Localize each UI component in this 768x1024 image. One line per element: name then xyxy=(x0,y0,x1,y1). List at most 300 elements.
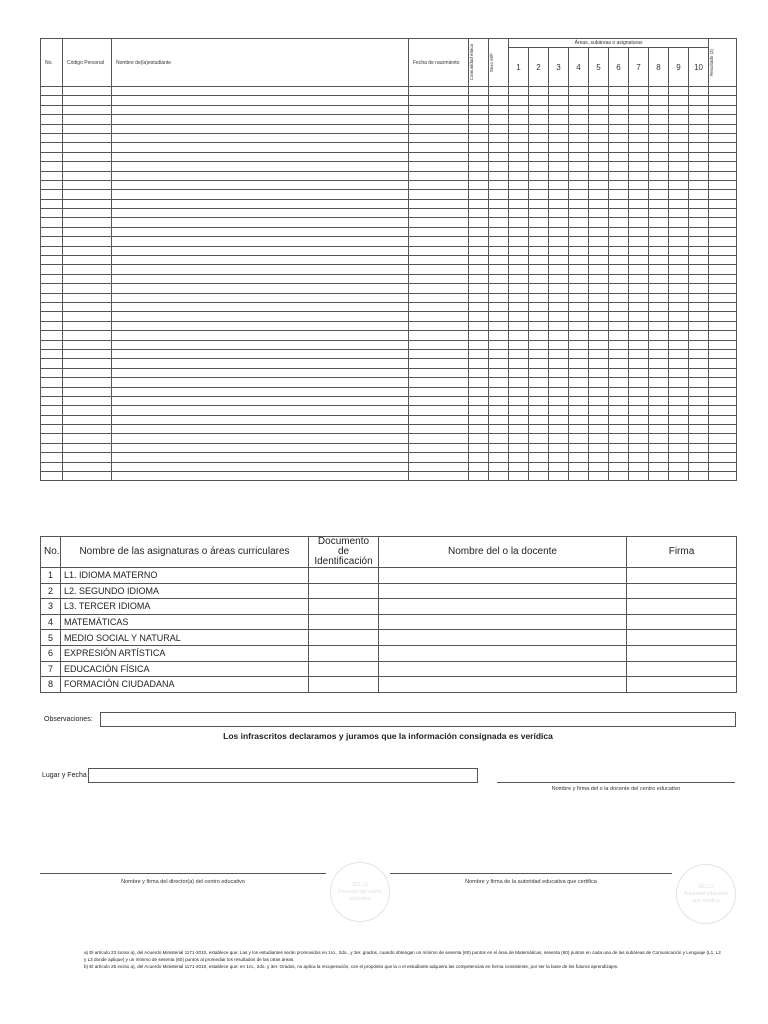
student-cell[interactable] xyxy=(669,227,689,236)
student-cell[interactable] xyxy=(112,199,409,208)
student-cell[interactable] xyxy=(669,87,689,96)
student-cell[interactable] xyxy=(489,302,509,311)
student-cell[interactable] xyxy=(669,143,689,152)
student-cell[interactable] xyxy=(112,190,409,199)
student-cell[interactable] xyxy=(41,227,63,236)
student-cell[interactable] xyxy=(589,378,609,387)
student-cell[interactable] xyxy=(489,124,509,133)
student-cell[interactable] xyxy=(629,472,649,481)
student-cell[interactable] xyxy=(469,302,489,311)
student-cell[interactable] xyxy=(112,143,409,152)
student-cell[interactable] xyxy=(649,246,669,255)
student-cell[interactable] xyxy=(609,162,629,171)
student-cell[interactable] xyxy=(669,105,689,114)
student-cell[interactable] xyxy=(469,218,489,227)
student-cell[interactable] xyxy=(409,321,469,330)
student-cell[interactable] xyxy=(41,368,63,377)
student-cell[interactable] xyxy=(549,237,569,246)
student-cell[interactable] xyxy=(509,396,529,405)
student-cell[interactable] xyxy=(489,218,509,227)
student-cell[interactable] xyxy=(569,96,589,105)
student-cell[interactable] xyxy=(529,396,549,405)
student-cell[interactable] xyxy=(41,209,63,218)
student-cell[interactable] xyxy=(112,237,409,246)
signature-cell[interactable] xyxy=(627,630,737,646)
student-cell[interactable] xyxy=(469,96,489,105)
student-cell[interactable] xyxy=(409,340,469,349)
student-cell[interactable] xyxy=(409,396,469,405)
student-cell[interactable] xyxy=(529,115,549,124)
student-cell[interactable] xyxy=(629,368,649,377)
student-cell[interactable] xyxy=(63,378,112,387)
student-cell[interactable] xyxy=(709,472,737,481)
student-cell[interactable] xyxy=(509,143,529,152)
student-cell[interactable] xyxy=(689,453,709,462)
student-cell[interactable] xyxy=(409,180,469,189)
student-cell[interactable] xyxy=(469,246,489,255)
student-cell[interactable] xyxy=(409,87,469,96)
student-cell[interactable] xyxy=(489,171,509,180)
student-cell[interactable] xyxy=(489,378,509,387)
student-cell[interactable] xyxy=(489,115,509,124)
student-cell[interactable] xyxy=(569,302,589,311)
student-cell[interactable] xyxy=(669,434,689,443)
student-cell[interactable] xyxy=(549,171,569,180)
student-cell[interactable] xyxy=(669,368,689,377)
student-cell[interactable] xyxy=(63,190,112,199)
student-cell[interactable] xyxy=(609,115,629,124)
student-cell[interactable] xyxy=(689,105,709,114)
student-cell[interactable] xyxy=(63,472,112,481)
student-cell[interactable] xyxy=(63,162,112,171)
student-cell[interactable] xyxy=(409,265,469,274)
student-cell[interactable] xyxy=(489,143,509,152)
student-cell[interactable] xyxy=(41,199,63,208)
student-cell[interactable] xyxy=(689,349,709,358)
place-date-field[interactable] xyxy=(88,768,478,783)
student-cell[interactable] xyxy=(589,152,609,161)
student-cell[interactable] xyxy=(589,472,609,481)
student-cell[interactable] xyxy=(629,349,649,358)
authority-signature-line[interactable] xyxy=(390,873,672,874)
student-cell[interactable] xyxy=(569,340,589,349)
student-cell[interactable] xyxy=(529,133,549,142)
student-cell[interactable] xyxy=(529,96,549,105)
student-cell[interactable] xyxy=(529,331,549,340)
student-cell[interactable] xyxy=(409,246,469,255)
student-cell[interactable] xyxy=(569,387,589,396)
student-cell[interactable] xyxy=(669,396,689,405)
student-cell[interactable] xyxy=(489,180,509,189)
student-cell[interactable] xyxy=(709,171,737,180)
student-cell[interactable] xyxy=(529,256,549,265)
student-cell[interactable] xyxy=(112,256,409,265)
student-cell[interactable] xyxy=(569,124,589,133)
student-cell[interactable] xyxy=(63,321,112,330)
student-cell[interactable] xyxy=(529,227,549,236)
student-cell[interactable] xyxy=(549,246,569,255)
student-cell[interactable] xyxy=(669,96,689,105)
student-cell[interactable] xyxy=(569,434,589,443)
student-cell[interactable] xyxy=(63,359,112,368)
student-cell[interactable] xyxy=(469,256,489,265)
student-cell[interactable] xyxy=(649,378,669,387)
student-cell[interactable] xyxy=(112,321,409,330)
student-cell[interactable] xyxy=(549,293,569,302)
student-cell[interactable] xyxy=(409,152,469,161)
student-cell[interactable] xyxy=(529,349,549,358)
student-cell[interactable] xyxy=(569,152,589,161)
student-cell[interactable] xyxy=(549,302,569,311)
student-cell[interactable] xyxy=(669,302,689,311)
student-cell[interactable] xyxy=(609,359,629,368)
student-cell[interactable] xyxy=(529,274,549,283)
student-cell[interactable] xyxy=(469,133,489,142)
student-cell[interactable] xyxy=(409,368,469,377)
student-cell[interactable] xyxy=(529,425,549,434)
student-cell[interactable] xyxy=(41,190,63,199)
student-cell[interactable] xyxy=(669,349,689,358)
student-cell[interactable] xyxy=(689,115,709,124)
student-cell[interactable] xyxy=(709,349,737,358)
student-cell[interactable] xyxy=(609,378,629,387)
student-cell[interactable] xyxy=(469,331,489,340)
student-cell[interactable] xyxy=(649,349,669,358)
student-cell[interactable] xyxy=(629,302,649,311)
student-cell[interactable] xyxy=(589,143,609,152)
student-cell[interactable] xyxy=(112,105,409,114)
student-cell[interactable] xyxy=(569,227,589,236)
student-cell[interactable] xyxy=(529,209,549,218)
student-cell[interactable] xyxy=(589,124,609,133)
signature-cell[interactable] xyxy=(627,661,737,677)
student-cell[interactable] xyxy=(709,425,737,434)
student-cell[interactable] xyxy=(63,443,112,452)
student-cell[interactable] xyxy=(63,396,112,405)
student-cell[interactable] xyxy=(589,218,609,227)
student-cell[interactable] xyxy=(489,443,509,452)
student-cell[interactable] xyxy=(609,87,629,96)
student-cell[interactable] xyxy=(112,406,409,415)
student-cell[interactable] xyxy=(469,387,489,396)
student-cell[interactable] xyxy=(669,152,689,161)
student-cell[interactable] xyxy=(549,472,569,481)
student-cell[interactable] xyxy=(689,321,709,330)
student-cell[interactable] xyxy=(709,199,737,208)
student-cell[interactable] xyxy=(41,472,63,481)
student-cell[interactable] xyxy=(41,321,63,330)
student-cell[interactable] xyxy=(112,359,409,368)
student-cell[interactable] xyxy=(669,124,689,133)
student-cell[interactable] xyxy=(529,190,549,199)
student-cell[interactable] xyxy=(409,462,469,471)
student-cell[interactable] xyxy=(669,115,689,124)
student-cell[interactable] xyxy=(63,284,112,293)
student-cell[interactable] xyxy=(509,443,529,452)
student-cell[interactable] xyxy=(409,199,469,208)
student-cell[interactable] xyxy=(709,115,737,124)
student-cell[interactable] xyxy=(41,171,63,180)
student-cell[interactable] xyxy=(589,462,609,471)
student-cell[interactable] xyxy=(649,368,669,377)
student-cell[interactable] xyxy=(63,340,112,349)
signature-cell[interactable] xyxy=(627,599,737,615)
student-cell[interactable] xyxy=(629,237,649,246)
student-cell[interactable] xyxy=(709,124,737,133)
student-cell[interactable] xyxy=(509,133,529,142)
student-cell[interactable] xyxy=(509,274,529,283)
student-cell[interactable] xyxy=(649,453,669,462)
student-cell[interactable] xyxy=(409,359,469,368)
teacher-name-cell[interactable] xyxy=(379,583,627,599)
student-cell[interactable] xyxy=(112,415,409,424)
student-cell[interactable] xyxy=(569,368,589,377)
student-cell[interactable] xyxy=(509,406,529,415)
student-cell[interactable] xyxy=(509,293,529,302)
student-cell[interactable] xyxy=(629,396,649,405)
student-cell[interactable] xyxy=(649,359,669,368)
student-cell[interactable] xyxy=(589,425,609,434)
student-cell[interactable] xyxy=(689,396,709,405)
student-cell[interactable] xyxy=(112,368,409,377)
student-cell[interactable] xyxy=(629,227,649,236)
student-cell[interactable] xyxy=(529,293,549,302)
student-cell[interactable] xyxy=(669,246,689,255)
student-cell[interactable] xyxy=(629,256,649,265)
student-cell[interactable] xyxy=(589,368,609,377)
student-cell[interactable] xyxy=(469,152,489,161)
student-cell[interactable] xyxy=(609,256,629,265)
student-cell[interactable] xyxy=(529,180,549,189)
student-cell[interactable] xyxy=(509,199,529,208)
student-cell[interactable] xyxy=(409,171,469,180)
student-cell[interactable] xyxy=(41,162,63,171)
student-cell[interactable] xyxy=(649,331,669,340)
student-cell[interactable] xyxy=(63,331,112,340)
student-cell[interactable] xyxy=(41,406,63,415)
signature-cell[interactable] xyxy=(627,583,737,599)
student-cell[interactable] xyxy=(649,274,669,283)
student-cell[interactable] xyxy=(63,312,112,321)
student-cell[interactable] xyxy=(669,415,689,424)
student-cell[interactable] xyxy=(569,87,589,96)
student-cell[interactable] xyxy=(649,143,669,152)
student-cell[interactable] xyxy=(549,274,569,283)
student-cell[interactable] xyxy=(569,453,589,462)
student-cell[interactable] xyxy=(569,246,589,255)
student-cell[interactable] xyxy=(629,265,649,274)
student-cell[interactable] xyxy=(629,312,649,321)
student-cell[interactable] xyxy=(112,133,409,142)
student-cell[interactable] xyxy=(669,321,689,330)
student-cell[interactable] xyxy=(509,284,529,293)
student-cell[interactable] xyxy=(409,256,469,265)
student-cell[interactable] xyxy=(669,265,689,274)
student-cell[interactable] xyxy=(689,462,709,471)
student-cell[interactable] xyxy=(569,265,589,274)
student-cell[interactable] xyxy=(689,368,709,377)
student-cell[interactable] xyxy=(649,218,669,227)
student-cell[interactable] xyxy=(669,472,689,481)
student-cell[interactable] xyxy=(549,312,569,321)
student-cell[interactable] xyxy=(669,133,689,142)
student-cell[interactable] xyxy=(489,359,509,368)
student-cell[interactable] xyxy=(409,274,469,283)
student-cell[interactable] xyxy=(509,359,529,368)
student-cell[interactable] xyxy=(589,246,609,255)
student-cell[interactable] xyxy=(41,302,63,311)
student-cell[interactable] xyxy=(41,124,63,133)
student-cell[interactable] xyxy=(649,152,669,161)
student-cell[interactable] xyxy=(569,105,589,114)
student-cell[interactable] xyxy=(112,340,409,349)
student-cell[interactable] xyxy=(609,462,629,471)
student-cell[interactable] xyxy=(649,209,669,218)
student-cell[interactable] xyxy=(549,443,569,452)
student-cell[interactable] xyxy=(489,105,509,114)
student-cell[interactable] xyxy=(409,124,469,133)
student-cell[interactable] xyxy=(469,293,489,302)
student-cell[interactable] xyxy=(549,227,569,236)
student-cell[interactable] xyxy=(669,359,689,368)
student-cell[interactable] xyxy=(589,284,609,293)
student-cell[interactable] xyxy=(549,265,569,274)
student-cell[interactable] xyxy=(469,396,489,405)
student-cell[interactable] xyxy=(112,472,409,481)
student-cell[interactable] xyxy=(589,162,609,171)
student-cell[interactable] xyxy=(629,105,649,114)
student-cell[interactable] xyxy=(489,199,509,208)
student-cell[interactable] xyxy=(689,406,709,415)
student-cell[interactable] xyxy=(529,284,549,293)
student-cell[interactable] xyxy=(63,171,112,180)
student-cell[interactable] xyxy=(409,115,469,124)
student-cell[interactable] xyxy=(509,302,529,311)
student-cell[interactable] xyxy=(409,133,469,142)
student-cell[interactable] xyxy=(609,406,629,415)
student-cell[interactable] xyxy=(689,284,709,293)
student-cell[interactable] xyxy=(629,453,649,462)
student-cell[interactable] xyxy=(709,387,737,396)
student-cell[interactable] xyxy=(63,293,112,302)
student-cell[interactable] xyxy=(469,265,489,274)
student-cell[interactable] xyxy=(409,293,469,302)
student-cell[interactable] xyxy=(649,115,669,124)
signature-cell[interactable] xyxy=(627,645,737,661)
student-cell[interactable] xyxy=(509,349,529,358)
student-cell[interactable] xyxy=(509,378,529,387)
student-cell[interactable] xyxy=(649,406,669,415)
student-cell[interactable] xyxy=(63,274,112,283)
student-cell[interactable] xyxy=(549,209,569,218)
student-cell[interactable] xyxy=(689,274,709,283)
student-cell[interactable] xyxy=(669,180,689,189)
student-cell[interactable] xyxy=(549,462,569,471)
student-cell[interactable] xyxy=(569,190,589,199)
student-cell[interactable] xyxy=(649,434,669,443)
student-cell[interactable] xyxy=(409,434,469,443)
student-cell[interactable] xyxy=(63,368,112,377)
student-cell[interactable] xyxy=(629,359,649,368)
student-cell[interactable] xyxy=(649,190,669,199)
student-cell[interactable] xyxy=(529,359,549,368)
student-cell[interactable] xyxy=(589,443,609,452)
student-cell[interactable] xyxy=(709,209,737,218)
student-cell[interactable] xyxy=(589,171,609,180)
student-cell[interactable] xyxy=(509,462,529,471)
student-cell[interactable] xyxy=(63,349,112,358)
student-cell[interactable] xyxy=(589,415,609,424)
student-cell[interactable] xyxy=(629,378,649,387)
student-cell[interactable] xyxy=(469,87,489,96)
student-cell[interactable] xyxy=(112,349,409,358)
student-cell[interactable] xyxy=(41,143,63,152)
student-cell[interactable] xyxy=(549,143,569,152)
student-cell[interactable] xyxy=(609,190,629,199)
student-cell[interactable] xyxy=(709,246,737,255)
student-cell[interactable] xyxy=(409,453,469,462)
student-cell[interactable] xyxy=(63,387,112,396)
student-cell[interactable] xyxy=(529,105,549,114)
student-cell[interactable] xyxy=(63,96,112,105)
student-cell[interactable] xyxy=(569,237,589,246)
student-cell[interactable] xyxy=(409,190,469,199)
signature-cell[interactable] xyxy=(627,614,737,630)
student-cell[interactable] xyxy=(409,237,469,246)
student-cell[interactable] xyxy=(549,359,569,368)
student-cell[interactable] xyxy=(609,302,629,311)
student-cell[interactable] xyxy=(709,406,737,415)
student-cell[interactable] xyxy=(489,209,509,218)
student-cell[interactable] xyxy=(609,349,629,358)
student-cell[interactable] xyxy=(509,162,529,171)
teacher-name-cell[interactable] xyxy=(379,568,627,584)
student-cell[interactable] xyxy=(529,321,549,330)
teacher-id-cell[interactable] xyxy=(309,583,379,599)
student-cell[interactable] xyxy=(629,143,649,152)
student-cell[interactable] xyxy=(112,425,409,434)
student-cell[interactable] xyxy=(669,274,689,283)
student-cell[interactable] xyxy=(409,227,469,236)
student-cell[interactable] xyxy=(669,425,689,434)
student-cell[interactable] xyxy=(469,359,489,368)
student-cell[interactable] xyxy=(489,274,509,283)
student-cell[interactable] xyxy=(529,152,549,161)
student-cell[interactable] xyxy=(63,143,112,152)
student-cell[interactable] xyxy=(63,105,112,114)
student-cell[interactable] xyxy=(589,105,609,114)
student-cell[interactable] xyxy=(569,378,589,387)
student-cell[interactable] xyxy=(112,87,409,96)
student-cell[interactable] xyxy=(509,453,529,462)
student-cell[interactable] xyxy=(469,171,489,180)
student-cell[interactable] xyxy=(41,96,63,105)
student-cell[interactable] xyxy=(689,312,709,321)
student-cell[interactable] xyxy=(469,209,489,218)
student-cell[interactable] xyxy=(63,246,112,255)
student-cell[interactable] xyxy=(529,368,549,377)
student-cell[interactable] xyxy=(569,331,589,340)
student-cell[interactable] xyxy=(689,152,709,161)
student-cell[interactable] xyxy=(489,425,509,434)
student-cell[interactable] xyxy=(609,143,629,152)
student-cell[interactable] xyxy=(529,387,549,396)
student-cell[interactable] xyxy=(509,237,529,246)
student-cell[interactable] xyxy=(489,87,509,96)
student-cell[interactable] xyxy=(63,227,112,236)
student-cell[interactable] xyxy=(629,133,649,142)
student-cell[interactable] xyxy=(649,256,669,265)
